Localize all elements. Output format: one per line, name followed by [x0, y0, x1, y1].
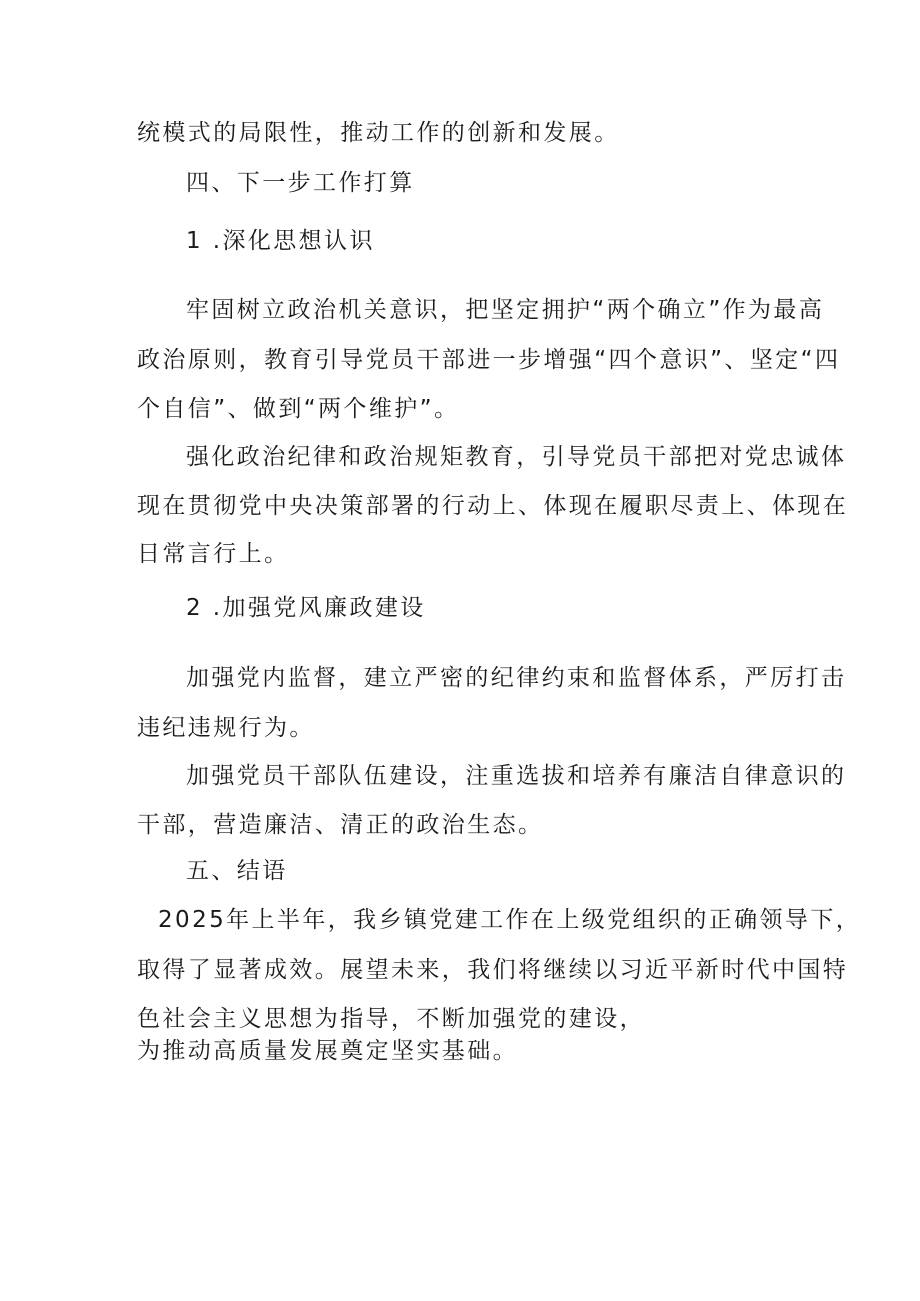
paragraph-line: 违纪违规行为。: [137, 715, 315, 741]
paragraph-line: 政治原则，教育引导党员干部进一步增强“四个意识”、坚定“四: [137, 347, 841, 373]
paragraph-line: 2025年上半年，我乡镇党建工作在上级党组织的正确领导下，: [158, 907, 862, 933]
subsection-heading: 2 .加强党风廉政建设: [186, 595, 426, 621]
paragraph-line: 干部，营造廉洁、清正的政治生态。: [137, 812, 544, 838]
paragraph-line: 强化政治纪律和政治规矩教育，引导党员干部把对党忠诚体: [186, 444, 847, 470]
paragraph-line: 日常言行上。: [137, 541, 290, 567]
paragraph-line: 加强党内监督，建立严密的纪律约束和监督体系，严厉打击: [186, 665, 847, 691]
paragraph-line: 牢固树立政治机关意识，把坚定拥护“两个确立”作为最高: [186, 297, 825, 323]
section-heading: 五、结语: [186, 858, 288, 884]
paragraph-line: 为推动高质量发展奠定坚实基础。: [137, 1038, 518, 1064]
paragraph-line: 加强党员干部队伍建设，注重选拔和培养有廉洁自律意识的: [186, 763, 847, 789]
paragraph-line: 个自信”、做到“两个维护”。: [137, 396, 460, 422]
section-heading: 四、下一步工作打算: [186, 170, 415, 196]
paragraph-line: 取得了显著成效。展望未来，我们将继续以习近平新时代中国特: [137, 957, 849, 983]
paragraph-line: 统模式的局限性，推动工作的创新和发展。: [137, 120, 620, 146]
paragraph-line: 现在贯彻党中央决策部署的行动上、体现在履职尽责上、体现在: [137, 493, 849, 519]
paragraph-line: 色社会主义思想为指导，不断加强党的建设，: [137, 1006, 645, 1032]
subsection-heading: 1 .深化思想认识: [186, 228, 375, 254]
